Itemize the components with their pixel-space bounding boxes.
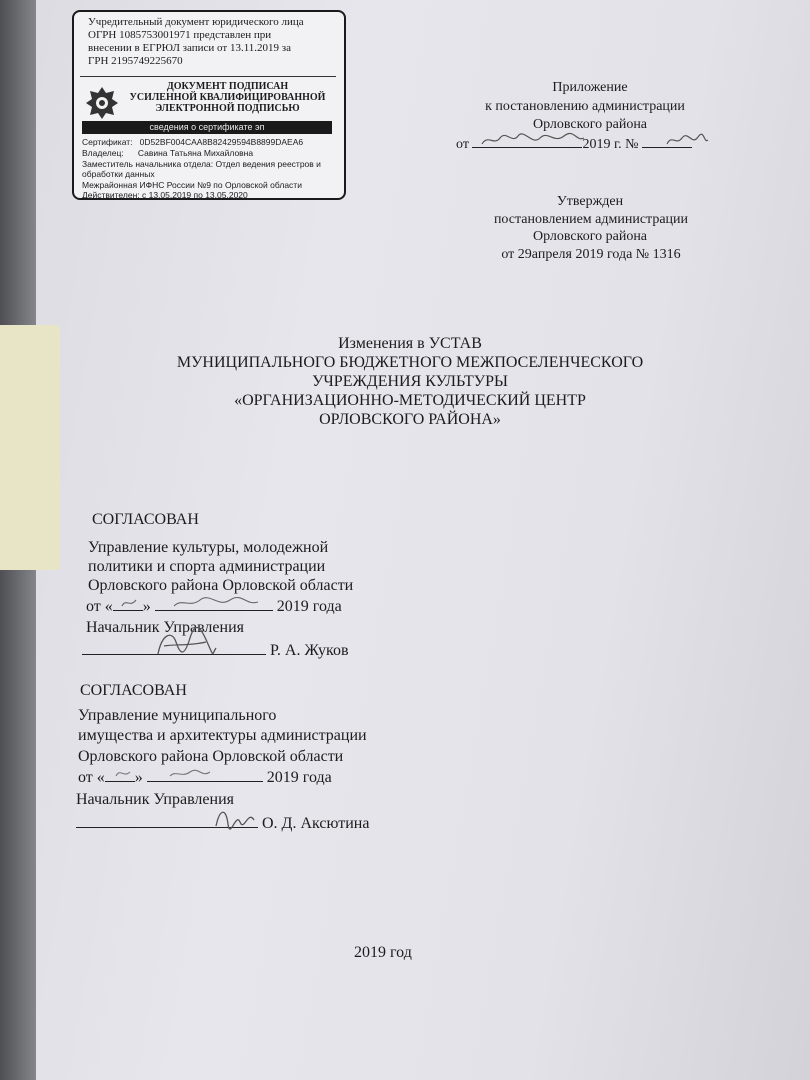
cert-value: 0D52BF004CAA8B82429594B8899DAEA6 (139, 137, 304, 147)
agreed2-line-3: Орловского района Орловской области (78, 748, 344, 765)
agreed2-heading: СОГЛАСОВАН (80, 682, 187, 699)
agreed2-date-scribble (110, 764, 260, 784)
appendix-line-3: Орловского района (532, 117, 648, 132)
agreed1-line-3: Орловского района Орловской области (88, 577, 354, 594)
handwritten-number-scribble (664, 132, 710, 150)
paper-tab (0, 325, 60, 570)
valid-value: с 13.05.2019 по 13.05.2020 (142, 190, 248, 200)
valid-row (82, 190, 248, 200)
position-line-1: Заместитель начальника отдела: Отдел ведения реестров и (82, 159, 321, 169)
position-line-2: обработки данных (82, 169, 155, 179)
title-line-5: ОРЛОВСКОГО РАЙОНА» (319, 411, 501, 428)
agreed1-heading: СОГЛАСОВАН (92, 511, 199, 528)
appendix-date-prefix: от (456, 137, 469, 152)
agreed2-role: Начальник Управления (76, 791, 234, 808)
valid-label: Действителен: (82, 190, 140, 200)
approved-line-1: Утвержден (556, 194, 624, 209)
approved-line-2: постановлением администрации (493, 212, 689, 227)
owner-value: Савина Татьяна Михайловна (137, 148, 254, 158)
agreed1-line-1: Управление культуры, молодежной (88, 539, 329, 556)
agreed1-line-2: политики и спорта администрации (88, 558, 326, 575)
handwritten-date-scribble (478, 130, 588, 150)
title-line-2: МУНИЦИПАЛЬНОГО БЮДЖЕТНОГО МЕЖПОСЕЛЕНЧЕСКОГО (176, 354, 644, 371)
footer-year: 2019 год (354, 944, 412, 961)
title-line-3: УЧРЕЖДЕНИЯ КУЛЬТУРЫ (312, 373, 508, 390)
agreed2-date-prefix: от « (78, 769, 105, 786)
title-line-1: Изменения в УСТАВ (338, 335, 482, 352)
owner-row (82, 148, 253, 158)
owner-label: Владелец: (82, 148, 124, 158)
agreed1-date-scribble (118, 594, 268, 614)
appendix-date-suffix: 2019 г. № (582, 137, 639, 152)
registration-stamp (72, 10, 346, 200)
stamp-reg-line-1: Учредительный документ юридического лица (88, 16, 304, 28)
org-line: Межрайонная ИФНС России №9 по Орловской области (82, 180, 302, 190)
signed-line-3: ЭЛЕКТРОННОЙ ПОДПИСЬЮ (155, 103, 300, 114)
stamp-reg-line-3: внесении в ЕГРЮЛ записи от 13.11.2019 за (88, 42, 292, 54)
stamp-reg-line-4: ГРН 2195749225670 (88, 55, 183, 67)
cert-info-bar: сведения о сертификате эп (82, 121, 332, 134)
agreed1-date-prefix: от « (86, 598, 113, 615)
signed-line-1: ДОКУМЕНТ ПОДПИСАН (166, 81, 289, 92)
agreed1-role: Начальник Управления (86, 619, 244, 636)
signed-line-2: УСИЛЕННОЙ КВАЛИФИЦИРОВАННОЙ (129, 92, 326, 103)
approved-line-4: от 29апреля 2019 года № 1316 (501, 247, 681, 262)
agreed2-date-mid: » (134, 769, 143, 786)
agreed1-date-mid: » (142, 598, 151, 615)
appendix-line-2: к постановлению администрации (485, 99, 685, 114)
agreed2-line-1: Управление муниципального (78, 707, 277, 724)
agreed2-signature-scribble (212, 802, 258, 832)
appendix-line-1: Приложение (552, 80, 628, 95)
signature-box (80, 76, 336, 200)
agreed1-date-suffix: 2019 года (276, 598, 342, 615)
stamp-reg-line-2: ОГРН 1085753001971 представлен при (88, 29, 272, 41)
title-line-4: «ОРГАНИЗАЦИОННО-МЕТОДИЧЕСКИЙ ЦЕНТР (234, 392, 586, 409)
agreed1-signature-scribble (150, 624, 220, 664)
agreed2-name: О. Д. Аксютина (262, 815, 370, 832)
cert-label: Сертификат: (82, 137, 133, 147)
eagle-emblem-icon (82, 83, 122, 123)
approved-line-3: Орловского района (532, 229, 648, 244)
agreed1-name: Р. А. Жуков (270, 642, 349, 659)
agreed2-date-suffix: 2019 года (266, 769, 332, 786)
agreed2-line-2: имущества и архитектуры администрации (78, 727, 367, 744)
cert-row (82, 137, 303, 147)
